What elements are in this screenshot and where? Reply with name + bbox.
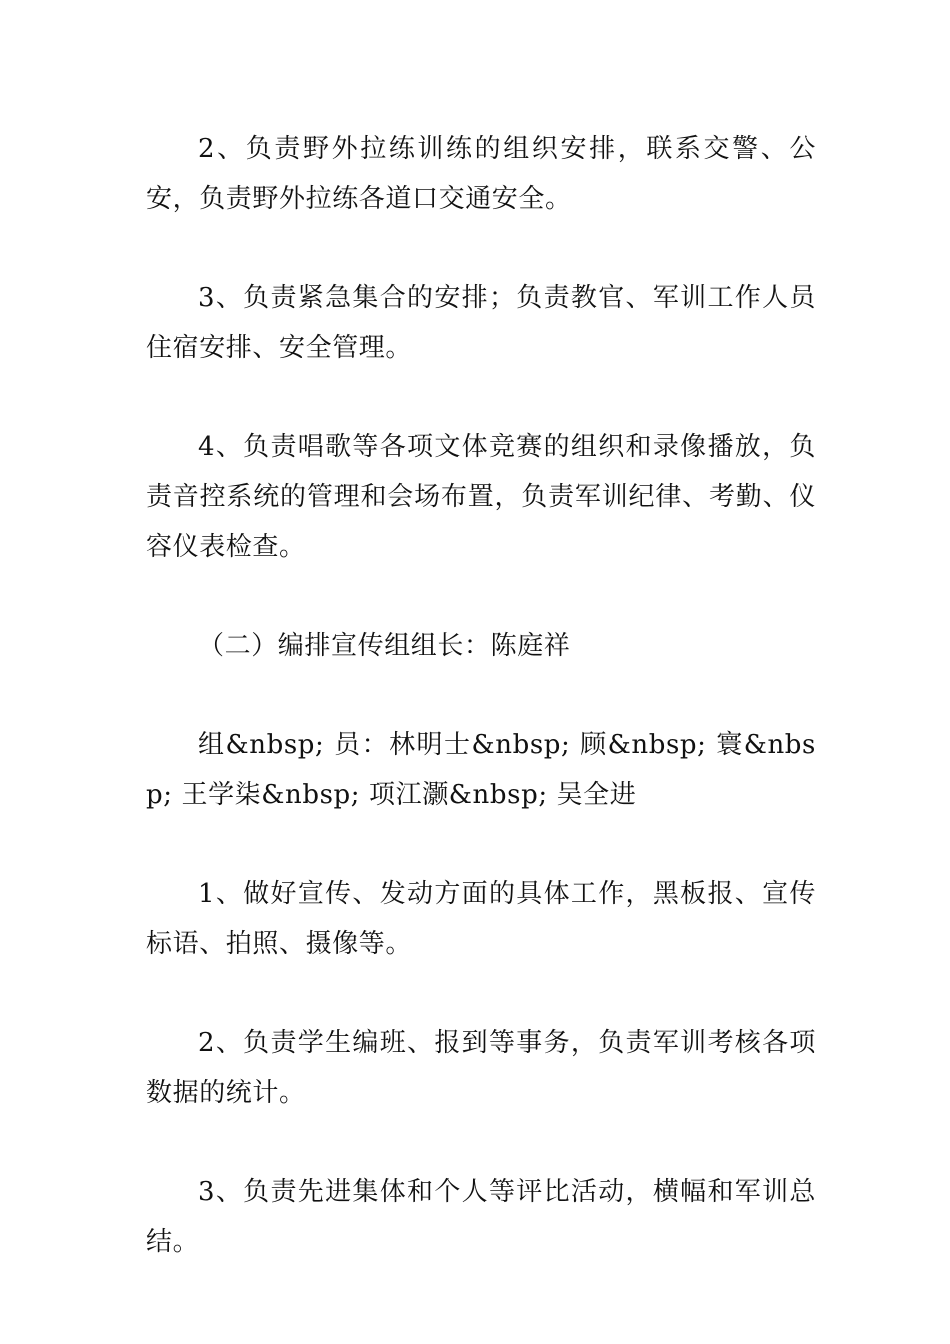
paragraph-item-3-evaluation: 3、负责先进集体和个人等评比活动，横幅和军训总结。 — [146, 1177, 816, 1257]
group-members: 组&nbsp; 员：林明士&nbsp; 顾&nbsp; 寰&nbsp; 王学柒&nbsp; 项江灏&nbsp; 吴全进 — [146, 730, 816, 810]
document-body — [146, 124, 816, 1267]
paragraph-item-2-field-training: 2、负责野外拉练训练的组织安排，联系交警、公安，负责野外拉练各道口交通安全。 — [146, 134, 816, 214]
paragraph-spacer — [146, 373, 816, 422]
paragraph-spacer — [146, 1118, 816, 1167]
paragraph-spacer — [146, 820, 816, 869]
paragraph-item-3-emergency-assembly: 3、负责紧急集合的安排；负责教官、军训工作人员住宿安排、安全管理。 — [146, 283, 816, 363]
paragraph-spacer — [146, 572, 816, 621]
paragraph-spacer — [146, 671, 816, 720]
section-heading-publicity-group: （二）编排宣传组组长：陈庭祥 — [198, 631, 571, 661]
paragraph-spacer — [146, 969, 816, 1018]
paragraph-spacer — [146, 224, 816, 273]
paragraph-item-1-publicity: 1、做好宣传、发动方面的具体工作，黑板报、宣传标语、拍照、摄像等。 — [146, 879, 816, 959]
paragraph-item-2-class-assignment: 2、负责学生编班、报到等事务，负责军训考核各项数据的统计。 — [146, 1028, 816, 1108]
paragraph-item-4-competitions: 4、负责唱歌等各项文体竞赛的组织和录像播放，负责音控系统的管理和会场布置，负责军训纪律、考勤、仪容仪表检查。 — [146, 432, 816, 562]
